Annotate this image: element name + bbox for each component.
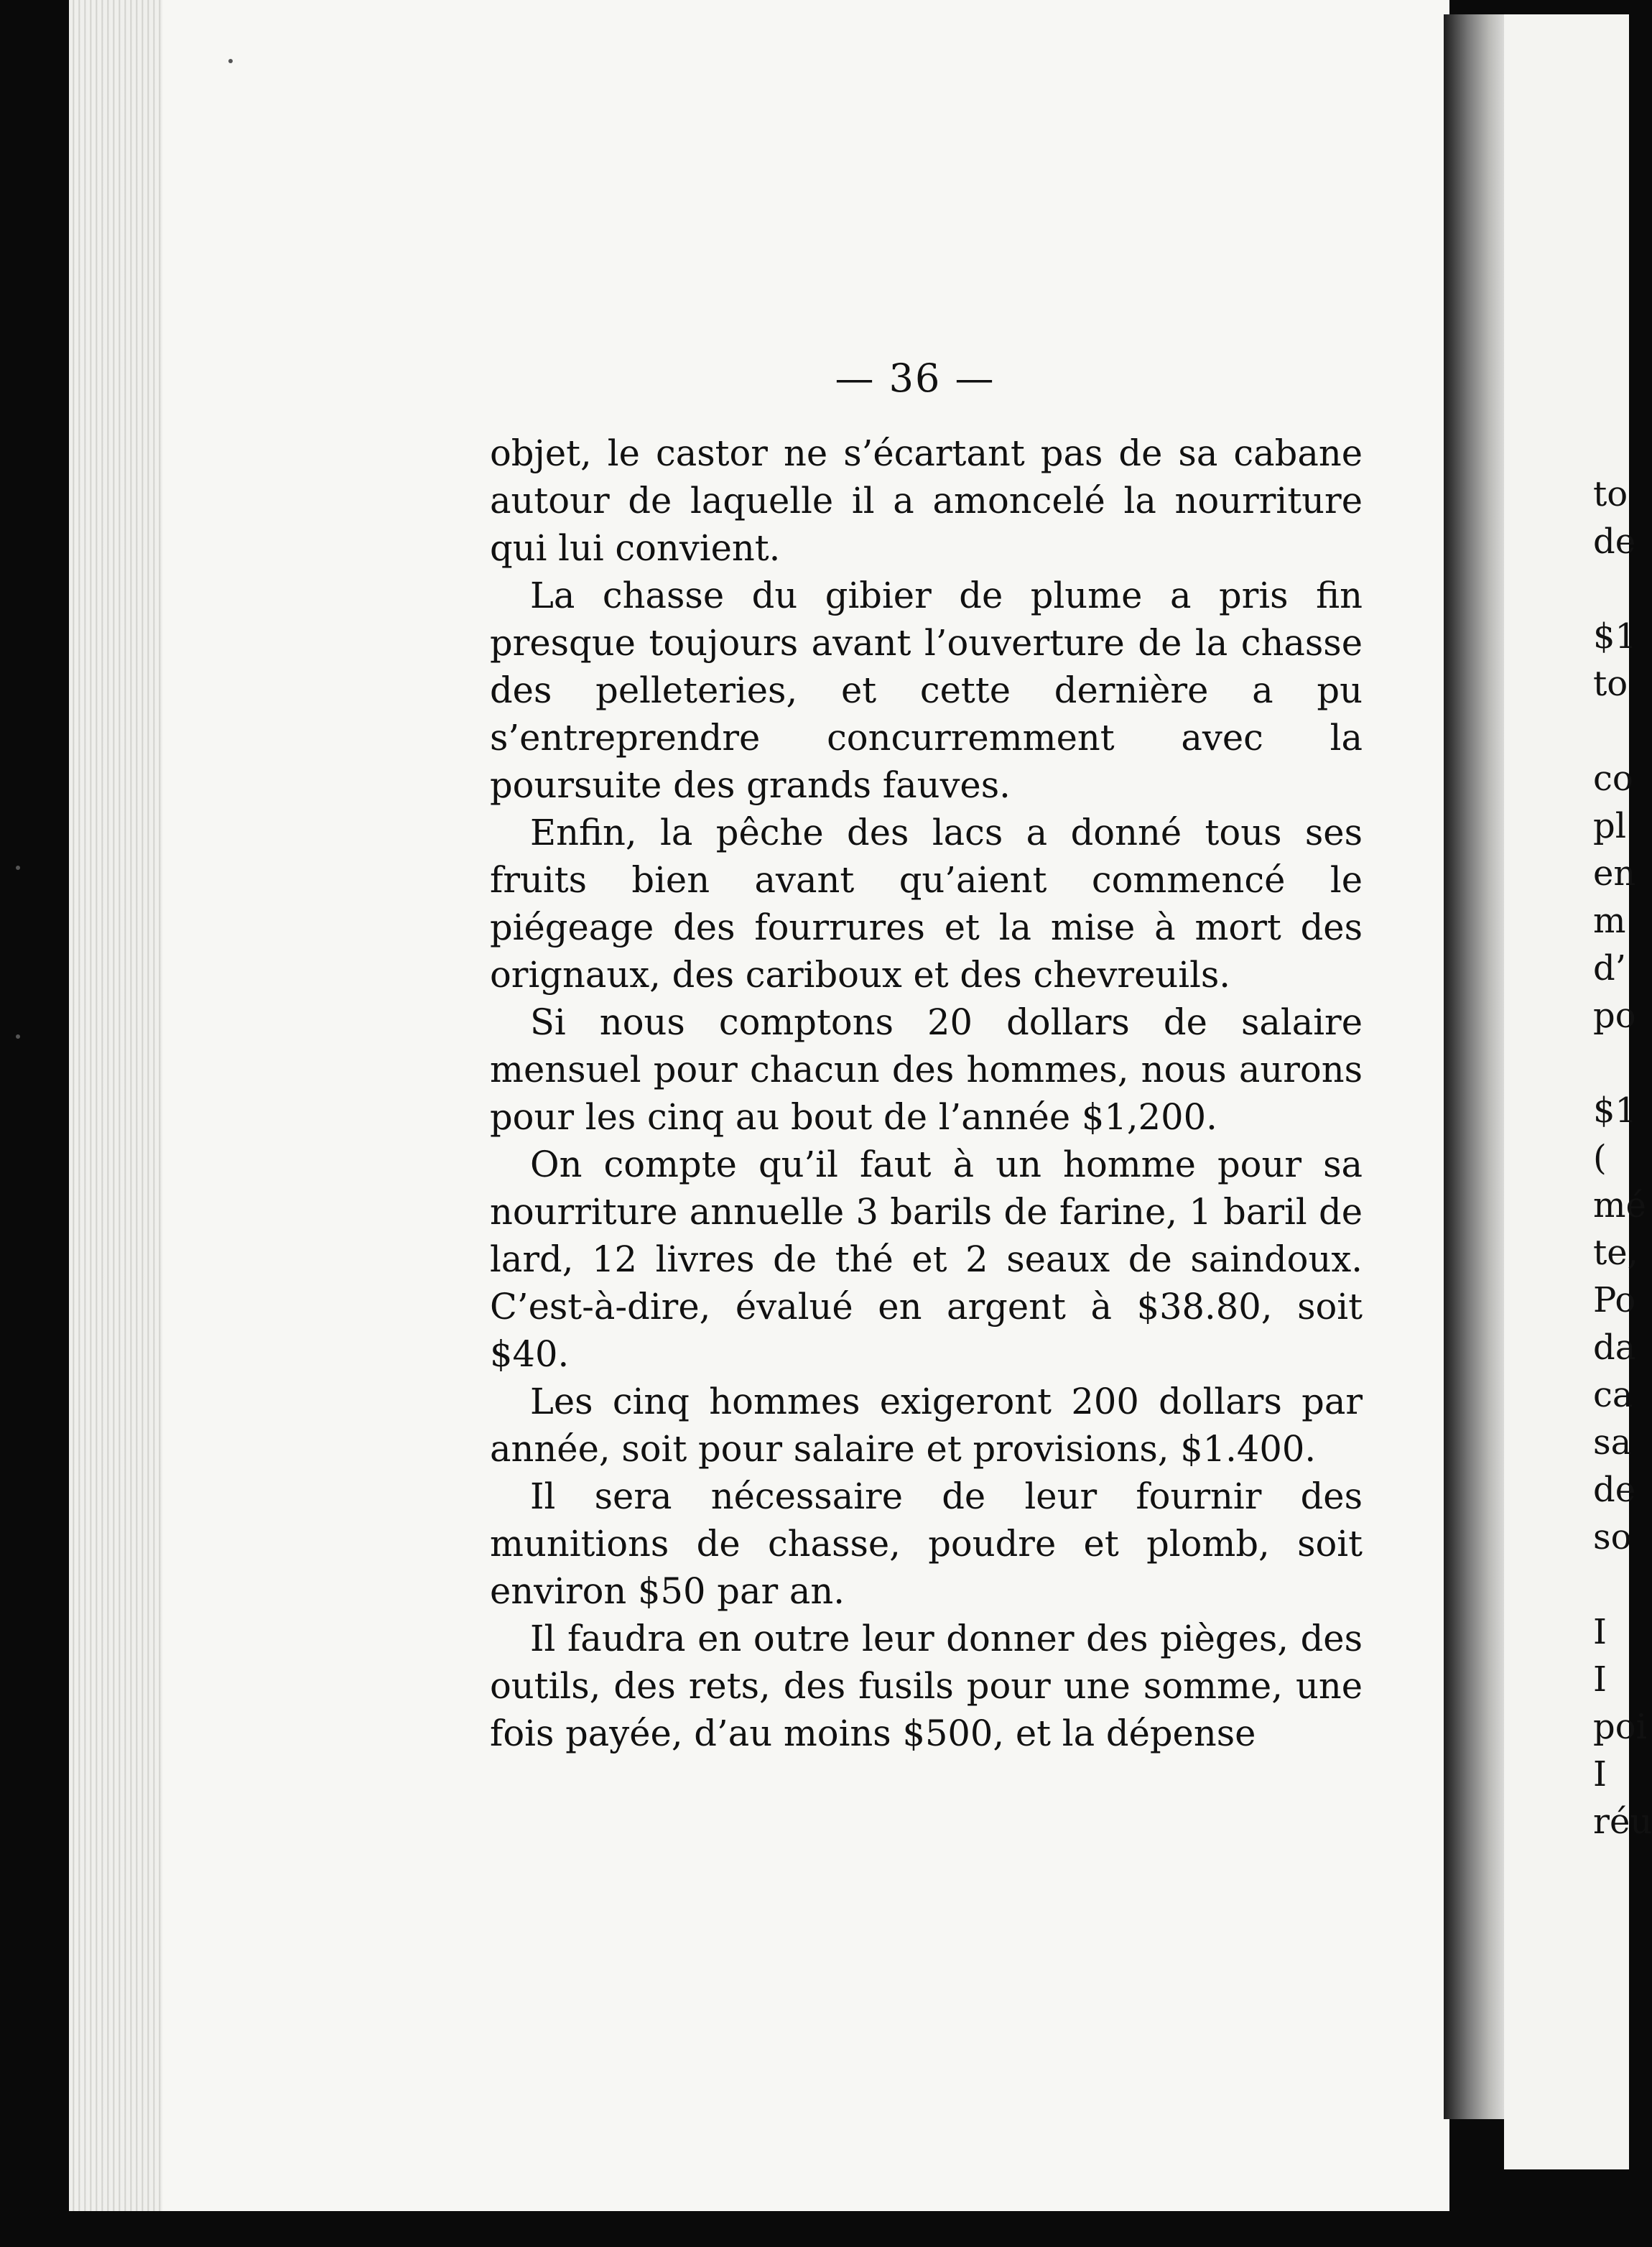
fragment	[1593, 565, 1629, 613]
fragment: to	[1593, 474, 1628, 514]
page-edges	[69, 0, 162, 2211]
facing-page-text	[1593, 471, 1652, 1845]
paragraph: Si nous comptons 20 dollars de salaire mensuel pour chacun des hommes, nous aurons pour les cinq au bout de l’année $1,200.	[490, 1001, 1363, 1138]
fragment: Po	[1593, 1280, 1636, 1320]
fragment: to	[1593, 664, 1628, 704]
fragment	[1593, 708, 1629, 755]
fragment: I	[1593, 1754, 1607, 1794]
fragment: poi	[1593, 1707, 1647, 1747]
fragment: I	[1593, 1612, 1607, 1652]
page-number: — 36 —	[835, 356, 996, 401]
speck	[228, 59, 233, 63]
paragraph: La chasse du gibier de plume a pris fin presque toujours avant l’ouverture de la chasse des pelleteries, et cette dernière a pu s’entreprendre concurremment avec la poursuite des grands fauves.	[490, 575, 1363, 806]
fragment	[1593, 1039, 1629, 1087]
paragraph: Il faudra en outre leur donner des pièges, des outils, des rets, des fusils pour une somme, une fois payée, d’au moins $500, et la dépense	[490, 1618, 1363, 1754]
speck	[16, 1034, 20, 1039]
fragment: de	[1593, 522, 1636, 562]
fragment: en	[1593, 853, 1636, 894]
fragment: so	[1593, 1517, 1632, 1557]
fragment: pl	[1593, 806, 1627, 846]
paragraph: objet, le castor ne s’écartant pas de sa cabane autour de laquelle il a amoncelé la nourriture qui lui convient.	[490, 432, 1363, 569]
paragraph: Les cinq hommes exigeront 200 dollars par année, soit pour salaire et provisions, $1.400.	[490, 1381, 1363, 1470]
fragment: po	[1593, 996, 1636, 1036]
paragraph: Il sera nécessaire de leur fournir des munitions de chasse, poudre et plomb, soit environ $50 par an.	[490, 1475, 1363, 1612]
fragment: d’	[1593, 948, 1626, 988]
fragment: réu	[1593, 1802, 1652, 1842]
fragment: $1	[1593, 1090, 1638, 1131]
fragment: $1	[1593, 616, 1638, 657]
fragment: (	[1593, 1138, 1607, 1178]
book-gutter	[1444, 14, 1504, 2119]
fragment: sa	[1593, 1422, 1632, 1463]
fragment: te,	[1593, 1233, 1638, 1273]
fragment: ca	[1593, 1375, 1633, 1415]
fragment: m	[1593, 901, 1626, 941]
fragment: co	[1593, 759, 1633, 799]
speck	[16, 866, 20, 870]
fragment: da	[1593, 1328, 1636, 1368]
fragment	[1593, 1561, 1629, 1608]
fragment: mé	[1593, 1185, 1646, 1226]
body-text	[490, 430, 1363, 1757]
fragment: I	[1593, 1659, 1607, 1700]
fragment: de	[1593, 1470, 1636, 1510]
paragraph: Enfin, la pêche des lacs a donné tous ses fruits bien avant qu’aient commencé le piégeage des fourrures et la mise à mort des orignaux, des cariboux et des chevreuils.	[490, 812, 1363, 996]
paragraph: On compte qu’il faut à un homme pour sa nourriture annuelle 3 barils de farine, 1 baril de lard, 12 livres de thé et 2 seaux de saindoux. C’est-à-dire, évalué en argent à $38.80, soit $40.	[490, 1144, 1363, 1375]
